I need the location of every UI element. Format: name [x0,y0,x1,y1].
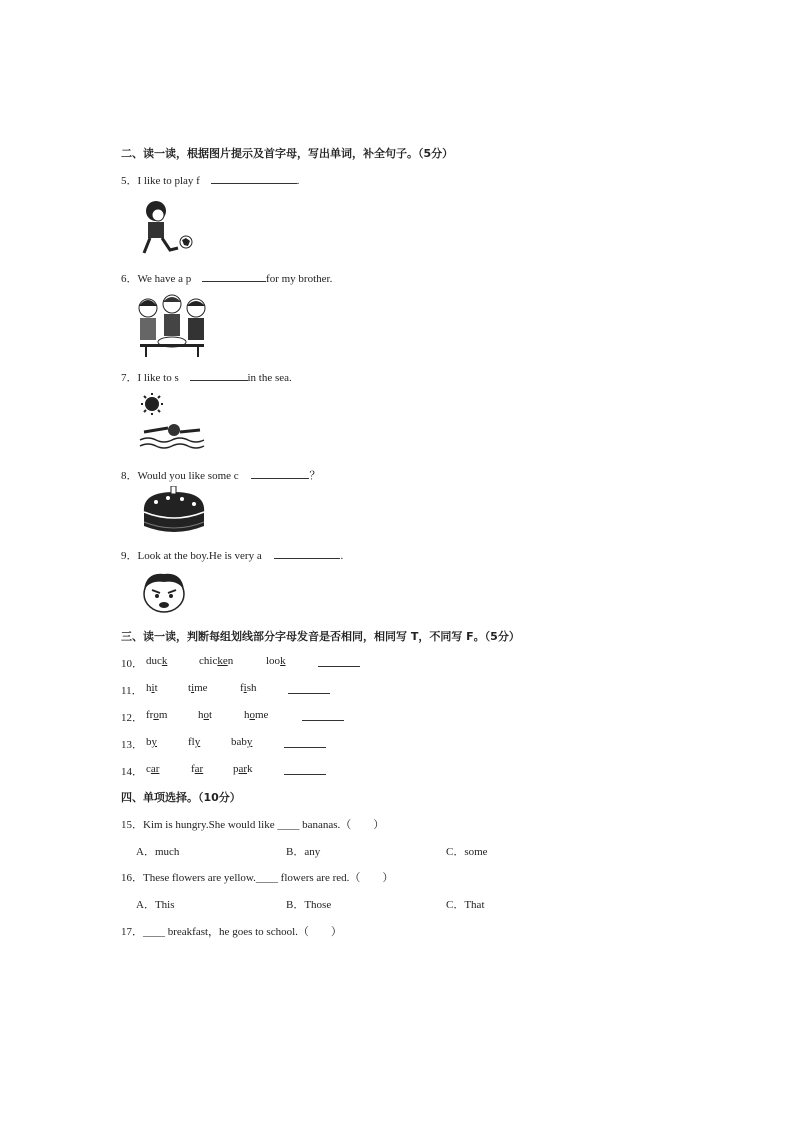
phonics-row-13: 13． by fly baby [121,736,143,752]
answer-blank-8[interactable] [251,467,309,479]
question-16-option-a[interactable]: A．This [136,899,175,911]
word-1: hit [146,682,158,694]
answer-blank-14[interactable] [284,763,326,775]
question-6: 6．We have a p for my brother. [121,270,332,286]
question-15-option-b[interactable]: B．any [286,846,321,858]
answer-blank-9[interactable] [274,547,340,559]
question-15-stem: 15．Kim is hungry.She would like ____ bananas.（ ） [121,819,385,831]
word-3: park [233,763,253,775]
word-1: duck [146,655,168,667]
phonics-row-14: 14． car far park [121,763,143,779]
question-9: 9．Look at the boy.He is very a . [121,547,343,563]
word-2: far [191,763,204,775]
section-2-heading: 二、读一读，根据图片提示及首字母，写出单词，补全句子。（5分） [121,147,454,160]
word-3: baby [231,736,253,748]
answer-blank-5[interactable] [211,172,297,184]
question-7: 7．I like to s in the sea. [121,369,292,385]
football-boy-picture [136,198,198,258]
question-16-option-c[interactable]: C．That [446,899,485,911]
question-16-stem: 16．These flowers are yellow.____ flowers are red.（ ） [121,872,394,884]
word-1: from [146,709,168,721]
question-15-option-c[interactable]: C．some [446,846,488,858]
question-8: 8．Would you like some c ？ [121,467,320,483]
word-2: fly [188,736,201,748]
swimming-sun-picture [136,392,208,454]
word-2: time [188,682,208,694]
section-3-heading: 三、读一读，判断每组划线部分字母发音是否相同，相同写 T，不同写 F。（5分） [121,630,520,643]
angry-boy-face-picture [138,570,190,614]
birthday-cake-children-picture [134,292,210,358]
question-17-stem: 17．____ breakfast，he goes to school.（ ） [121,926,342,938]
answer-blank-6[interactable] [202,270,266,282]
chocolate-cake-picture [136,486,212,540]
word-2: chicken [199,655,234,667]
answer-blank-10[interactable] [318,655,360,667]
answer-blank-7[interactable] [190,369,248,381]
answer-blank-13[interactable] [284,736,326,748]
word-3: home [244,709,269,721]
phonics-row-11: 11． hit time fish [121,682,143,698]
word-3: look [266,655,286,667]
word-3: fish [240,682,257,694]
question-16-option-b[interactable]: B．Those [286,899,332,911]
word-1: by [146,736,157,748]
answer-blank-12[interactable] [302,709,344,721]
word-2: hot [198,709,213,721]
phonics-row-10: 10． duck chicken look [121,655,143,671]
answer-blank-11[interactable] [288,682,330,694]
word-1: car [146,763,160,775]
section-4-heading: 四、单项选择。（10分） [121,791,241,804]
question-15-option-a[interactable]: A．much [136,846,180,858]
phonics-row-12: 12． from hot home [121,709,143,725]
question-5: 5．I like to play f . [121,172,299,188]
